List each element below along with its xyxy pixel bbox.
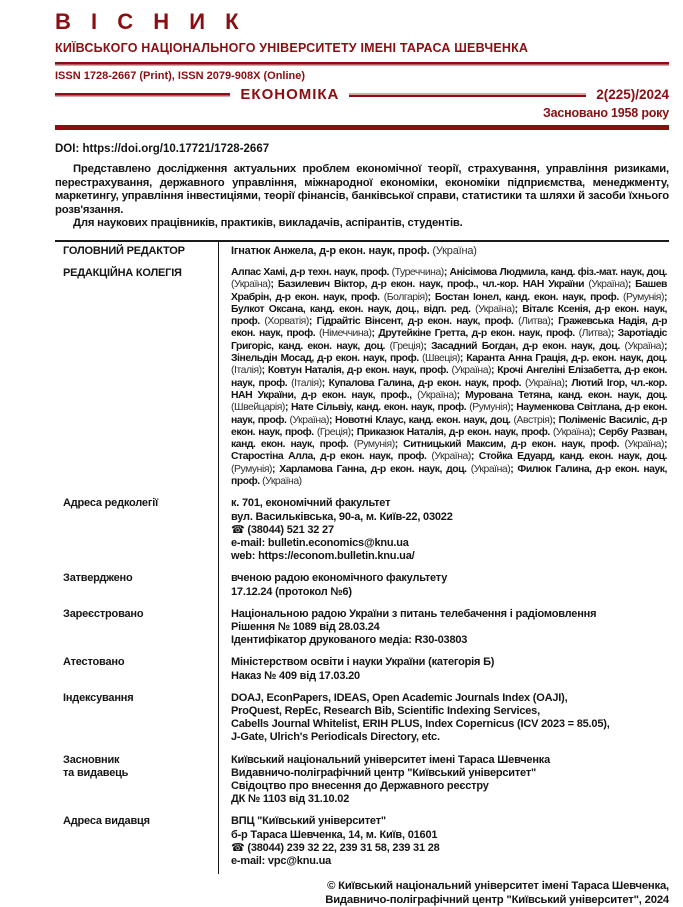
section-rule-right	[349, 93, 586, 97]
label-line: Адреса видавця	[63, 815, 150, 828]
info-row-content	[218, 653, 669, 688]
info-line: вченою радою економічного факультету	[231, 572, 448, 585]
info-line: ☎ (38044) 239 32 22, 239 31 58, 239 31 28	[231, 841, 440, 854]
info-line: Рішення № 1089 від 28.03.24	[231, 620, 380, 633]
abstract-block	[55, 163, 669, 231]
info-line: DOAJ, EconPapers, IDEAS, Open Academic Journals Index (OAJI),	[231, 691, 568, 704]
info-row-label	[55, 812, 218, 874]
country-note: (Румунія)	[622, 291, 664, 303]
info-line: J-Gate, Ulrich's Periodicals Directory, etc.	[231, 731, 440, 744]
country-note: (Україна)	[470, 463, 511, 475]
doi-line: DOI: https://doi.org/10.17721/1728-2667	[55, 143, 270, 155]
info-line: Видавничо-поліграфічний центр "Київський університет"	[231, 766, 537, 779]
info-line: ДК № 1103 від 31.10.02	[231, 793, 350, 806]
info-row	[55, 689, 669, 751]
info-line: б-р Тараса Шевченка, 14, м. Київ, 01601	[231, 828, 438, 841]
country-note: (Україна)	[552, 426, 593, 438]
info-line: e-mail: bulletin.economics@knu.ua	[231, 536, 409, 549]
info-row-label	[55, 494, 218, 569]
country-note: (Румунія)	[469, 402, 511, 414]
info-line: к. 701, економічний факультет	[231, 497, 391, 510]
info-row-label	[55, 689, 218, 751]
info-row-label	[55, 653, 218, 688]
info-row-content	[218, 605, 669, 654]
country-note: (Україна)	[624, 340, 664, 352]
info-row-content	[218, 494, 669, 569]
country-note: (Україна)	[432, 244, 477, 257]
info-row	[55, 653, 669, 688]
country-note: (Італія)	[291, 377, 322, 389]
info-row-label	[55, 264, 218, 494]
info-line: Ігнатюк Анжела, д-р екон. наук, проф. (Україна)	[231, 244, 477, 257]
country-note: (Україна)	[417, 389, 457, 401]
info-line: e-mail: vpc@knu.ua	[231, 855, 332, 868]
header-rule	[55, 62, 669, 66]
university-name: КИЇВСЬКОГО НАЦІОНАЛЬНОГО УНІВЕРСИТЕТУ ІМЕНІ ТАРАСА ШЕВЧЕНКА	[55, 41, 529, 55]
country-note: (Румунія)	[231, 463, 273, 475]
country-note: (Італія)	[231, 365, 262, 377]
founded-year: Засновано 1958 року	[542, 106, 669, 120]
info-row	[55, 751, 669, 813]
label-line: Затверджено	[63, 572, 133, 585]
audience-paragraph: Для наукових працівників, практиків, викладачів, аспірантів, студентів.	[73, 217, 463, 229]
label-line: Адреса редколегії	[63, 497, 158, 510]
country-note: (Україна)	[624, 439, 664, 451]
country-note: (Швейцарія)	[231, 402, 285, 414]
country-note: (Україна)	[588, 279, 628, 291]
label-line: ГОЛОВНИЙ РЕДАКТОР	[63, 244, 185, 257]
country-note: (Швеція)	[421, 353, 460, 365]
info-row	[55, 812, 669, 874]
issue-number: 2(225)/2024	[596, 87, 669, 102]
info-line: вул. Васильківська, 90-а, м. Київ-22, 03022	[231, 510, 453, 523]
label-line: РЕДАКЦІЙНА КОЛЕГІЯ	[63, 267, 182, 279]
info-row-content	[218, 242, 669, 265]
info-row	[55, 242, 669, 265]
info-line: Міністерством освіти і науки України (категорія Б)	[231, 656, 495, 669]
country-note: (Україна)	[524, 377, 565, 389]
label-line: Індексування	[63, 691, 134, 704]
country-note: (Україна)	[431, 451, 471, 463]
country-note: (Україна)	[289, 414, 329, 426]
info-line: Свідоцтво про внесення до Державного реєстру	[231, 780, 489, 792]
label-line: Засновник	[63, 753, 120, 766]
info-line: Алпас Хамі, д-р техн. наук, проф. (Туреччина); Анісімова Людмила, канд. фіз.-мат. наук, доц. (Україна); Базилевич Віктор, д-р екон. наук, проф., чл.-кор. НАН України (Україна); Башев Храбрін, д-р екон. наук, проф. (Болгарія); Бостан Іонел, канд. екон. наук, проф. (Румунія); Булкот Оксана, канд. екон. наук, доц., відп. ред. (Україна); Віталє Ксенія, д-р екон. наук, проф. (Хорватія); Гідрайтіс Вінсент, д-р екон. наук, проф. (Литва); Гражевська Надія, д-р екон. наук, проф. (Німеччина); Друтейкіне Гретта, д-р екон. наук, проф. (Литва); Заротіадіс Григоріс, канд. екон. наук, доц. (Греція); Засадний Богдан, д-р екон. наук, доц. (Україна); Зінельдін Мосад, д-р екон. наук, проф. (Швеція); Каранта Анна Грація, д-р. екон. наук, доц. (Італія); Ковтун Наталія, д-р екон. наук, проф. (Україна); Крочі Ангеліні Елізабетта, д-р екон. наук, проф. (Італія); Купалова Галина, д-р екон. наук, проф. (Україна); Лютий Ігор, чл.-кор. НАН України, д-р екон. наук, проф., (Україна); Мурована Тетяна, канд. екон. наук, доц. (Швейцарія); Нате Сільвіу, канд. екон. наук, проф. (Румунія); Науменкова Світлана, д-р екон. наук, проф. (Україна); Новотні Клаус, канд. екон. наук, доц. (Австрія); Поліменіс Василіс, д-р екон. наук, проф. (Греція); Приказюк Наталія, д-р екон. наук, проф. (Україна); Сербу Разван, канд. екон. наук, проф. (Румунія); Ситницький Максим, д-р екон. наук, проф. (Україна); Старостіна Алла, д-р екон. наук, проф. (Україна); Стойка Едуард, канд. екон. наук, доц. (Румунія); Харламова Ганна, д-р екон. наук, доц. (Україна); Филюк Галина, д-р екон. наук, проф. (Україна)	[231, 267, 668, 488]
thick-rule	[55, 125, 669, 130]
country-note: (Румунія)	[353, 439, 395, 451]
country-note: (Литва)	[518, 316, 551, 328]
info-line: Національною радою України з питань телебачення і радіомовлення	[231, 607, 597, 620]
info-line: Ідентифікатор друкованого медіа: R30-03803	[231, 634, 468, 647]
copyright-footer	[55, 880, 669, 907]
abstract-paragraph: Представлено дослідження актуальних проблем економічної теорії, страхування, управління ризиками, перестрахування, державного управління, міжнародної економіки, економіки підприємства, менеджменту, маркетингу, управління інвестиціями, теорії фінансів, банківської справи, статистики та шляхи й засоби їхнього розв'язання.	[55, 163, 669, 216]
issn-line: ISSN 1728-2667 (Print), ISSN 2079-908X (Online)	[55, 70, 306, 82]
info-row-content	[218, 812, 669, 874]
info-row-content	[218, 264, 669, 494]
section-name: ЕКОНОМІКА	[240, 86, 340, 103]
info-line: web: https://econom.bulletin.knu.ua/	[231, 550, 415, 563]
info-row-label	[55, 751, 218, 813]
info-row-content	[218, 751, 669, 813]
info-row-content	[218, 569, 669, 604]
info-line: 17.12.24 (протокол №6)	[231, 585, 352, 598]
country-note: (Греція)	[316, 426, 351, 438]
info-row	[55, 494, 669, 569]
info-line: Київський національний університет імені Тараса Шевченка	[231, 753, 550, 766]
section-row	[55, 86, 669, 103]
info-row-label	[55, 569, 218, 604]
country-note: (Туреччина)	[391, 267, 444, 278]
country-note: (Болгарія)	[383, 291, 428, 303]
country-note: (Австрія)	[513, 414, 553, 426]
info-row-content	[218, 689, 669, 751]
info-line: ВПЦ "Київський університет"	[231, 815, 386, 828]
section-rule-left	[55, 93, 230, 97]
country-note: (Україна)	[262, 476, 302, 488]
info-row	[55, 569, 669, 604]
info-line: Наказ № 409 від 17.03.20	[231, 669, 360, 682]
info-line: ProQuest, RepEc, Research Bib, Scientific Indexing Services,	[231, 704, 540, 717]
country-note: (Греція)	[389, 340, 424, 352]
info-row	[55, 264, 669, 494]
country-note: (Україна)	[231, 279, 271, 291]
copyright-line: © Київський національний університет імені Тараса Шевченка,	[327, 880, 669, 893]
journal-title: В І С Н И К	[55, 9, 246, 34]
country-note: (Литва)	[578, 328, 611, 340]
country-note: (Хорватія)	[264, 316, 309, 328]
country-note: (Україна)	[475, 303, 515, 315]
label-line: Атестовано	[63, 656, 125, 669]
info-line: Cabells Journal Whitelist, ERIH PLUS, Index Copernicus (ICV 2023 = 85.05),	[231, 718, 610, 731]
info-line: ☎ (38044) 521 32 27	[231, 523, 334, 536]
info-row	[55, 605, 669, 654]
label-line: Зареєстровано	[63, 607, 144, 620]
info-row-label	[55, 242, 218, 265]
label-line: та видавець	[63, 767, 129, 780]
country-note: (Україна)	[451, 365, 492, 377]
copyright-line: Видавничо-поліграфічний центр "Київський університет", 2024	[325, 893, 669, 906]
info-row-label	[55, 605, 218, 654]
country-note: (Німеччина)	[319, 328, 372, 340]
info-table	[55, 240, 669, 875]
